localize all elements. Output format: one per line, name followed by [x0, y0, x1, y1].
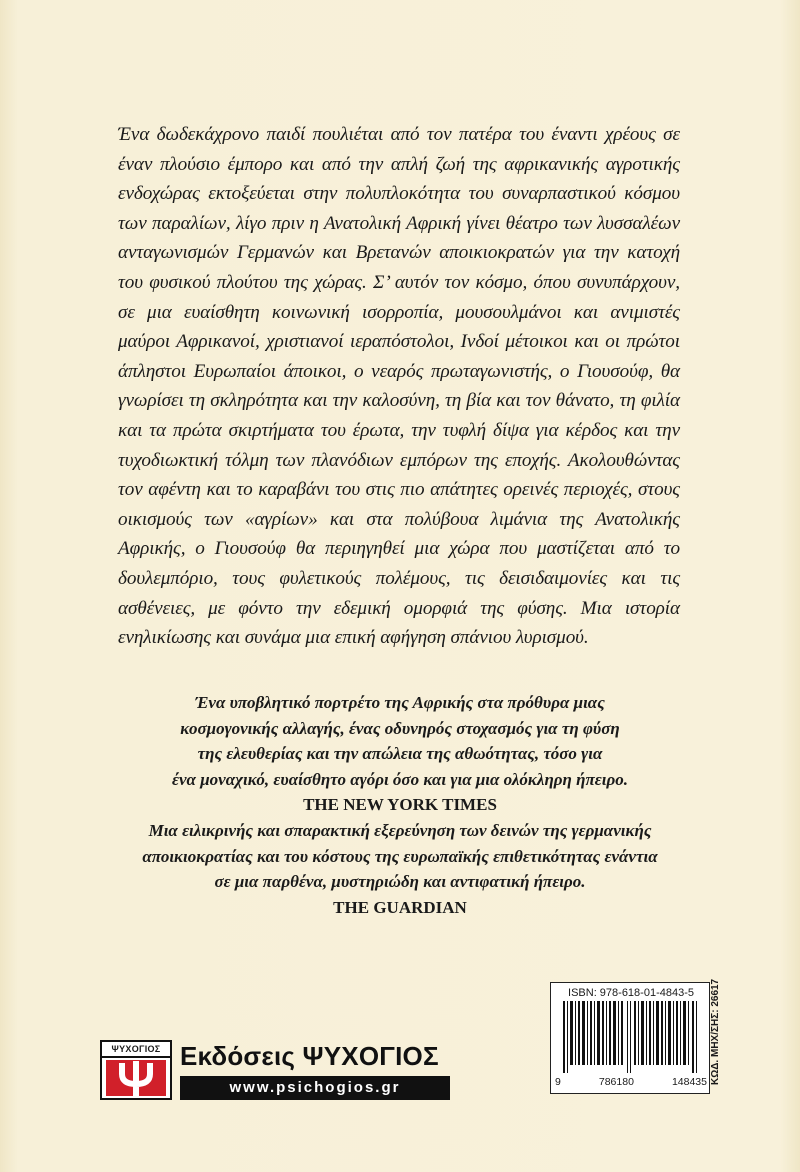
- barcode-bars: [561, 1001, 701, 1073]
- catalog-code: ΚΩΔ. ΜΗΧ/ΣΗΣ: 26617: [710, 978, 721, 1085]
- quote-line: σε μια παρθένα, μυστηριώδη και αντιφατική ήπειρο.: [214, 872, 586, 892]
- isbn-label: ISBN: 978-618-01-4843-5: [568, 987, 694, 999]
- quote-line: Μια ειλικρινής και σπαρακτική εξερεύνηση των δεινών της γερμανικής: [148, 821, 652, 840]
- psi-symbol-icon: [106, 1060, 166, 1096]
- book-blurb: [118, 120, 680, 653]
- quote-line: αποικιοκρατίας και του κόστους της ευρωπαϊκής επιθετικότητας ενάντια: [142, 846, 658, 866]
- publisher-logo: [100, 1040, 172, 1100]
- publisher-logo-text: ΨΥΧΟΓΙΟΣ: [102, 1042, 170, 1058]
- quote-line: ένα μοναχικό, ευαίσθητο αγόρι όσο και για μια ολόκληρη ήπειρο.: [172, 769, 628, 789]
- barcode-digit-group: 786180: [598, 1076, 634, 1088]
- barcode-digit-group: 9: [555, 1076, 561, 1088]
- quote-source: THE NEW YORK TIMES: [303, 795, 497, 815]
- publisher-logo-block: [100, 1040, 460, 1102]
- barcode-digit-group: 148435: [671, 1076, 707, 1088]
- review-quote-nyt: [100, 690, 700, 818]
- publisher-name: Εκδόσεις ΨΥΧΟΓΙΟΣ: [180, 1041, 439, 1071]
- review-quote-guardian: [100, 818, 700, 920]
- quote-source: THE GUARDIAN: [333, 897, 467, 917]
- blurb-paragraph: Ένα δωδεκάχρονο παιδί πουλιέται από τον πατέρα του έναντι χρέους σε έναν πλούσιο έμπορο και από την απλή ζωή της αφρικανικής αγροτικής ενδοχώρας εκτοξεύεται στην πολυπλοκότητα του συναρπαστικού κόσμου των παραλίων, λίγο πριν η Ανατολική Αφρική γίνει θέατρο των λυσσαλέων ανταγωνισμών Γερμανών και Βρετανών αποικιοκρατών για την κατοχή του φυσικού πλούτου της χώρας. Σ’ αυτόν τον κόσμο, όπου συνυπάρχουν, σε μια ευαίσθητη κοινωνική ισορροπία, μουσουλμάνοι και ανιμιστές μαύροι Αφρικανοί, χριστιανοί ιεραπόστολοι, Ινδοί μέτοικοι και οι πρώτοι άπληστοι Ευρωπαίοι άποικοι, ο νεαρός πρωταγωνιστής, ο Γιουσούφ, θα γνωρίσει τη σκληρότητα και την καλοσύνη, τη βία και τον θάνατο, τη φιλία και τα πρώτα σκιρτήματα του έρωτα, την τυφλή δίψα για κέρδος και την τυχοδιωκτική τόλμη των πλανόδιων εμπόρων της εποχής. Ακολουθώντας τον αφέντη και το καραβάνι του στις πιο απάτητες ορεινές περιοχές, στους οικισμούς των «αγρίων» και στα πολύβουα λιμάνια της Ανατολικής Αφρικής, ο Γιουσούφ θα περιηγηθεί μια χώρα που μαστίζεται από το δουλεμπόριο, τους φυλετικούς πολέμους, τις δεισιδαιμονίες και τις ασθένειες, με φόντο την εδεμική ομορφιά της φύσης. Μια ιστορία ενηλικίωσης και συνάμα μια επική αφήγηση σπάνιου λυρισμού.: [118, 124, 680, 649]
- quote-line: της ελευθερίας και την απώλεια της αθωότητας, τόσο για: [197, 744, 603, 764]
- psi-glyph-icon: [106, 1060, 166, 1096]
- barcode-digits: [555, 1075, 707, 1089]
- quote-line: Ένα υποβλητικό πορτρέτο της Αφρικής στα πρόθυρα μιας: [195, 693, 605, 712]
- quote-line: κοσμογονικής αλλαγής, ένας οδυνηρός στοχασμός για τη φύση: [180, 718, 620, 738]
- publisher-url: www.psichogios.gr: [180, 1076, 450, 1100]
- barcode-box: [550, 982, 710, 1094]
